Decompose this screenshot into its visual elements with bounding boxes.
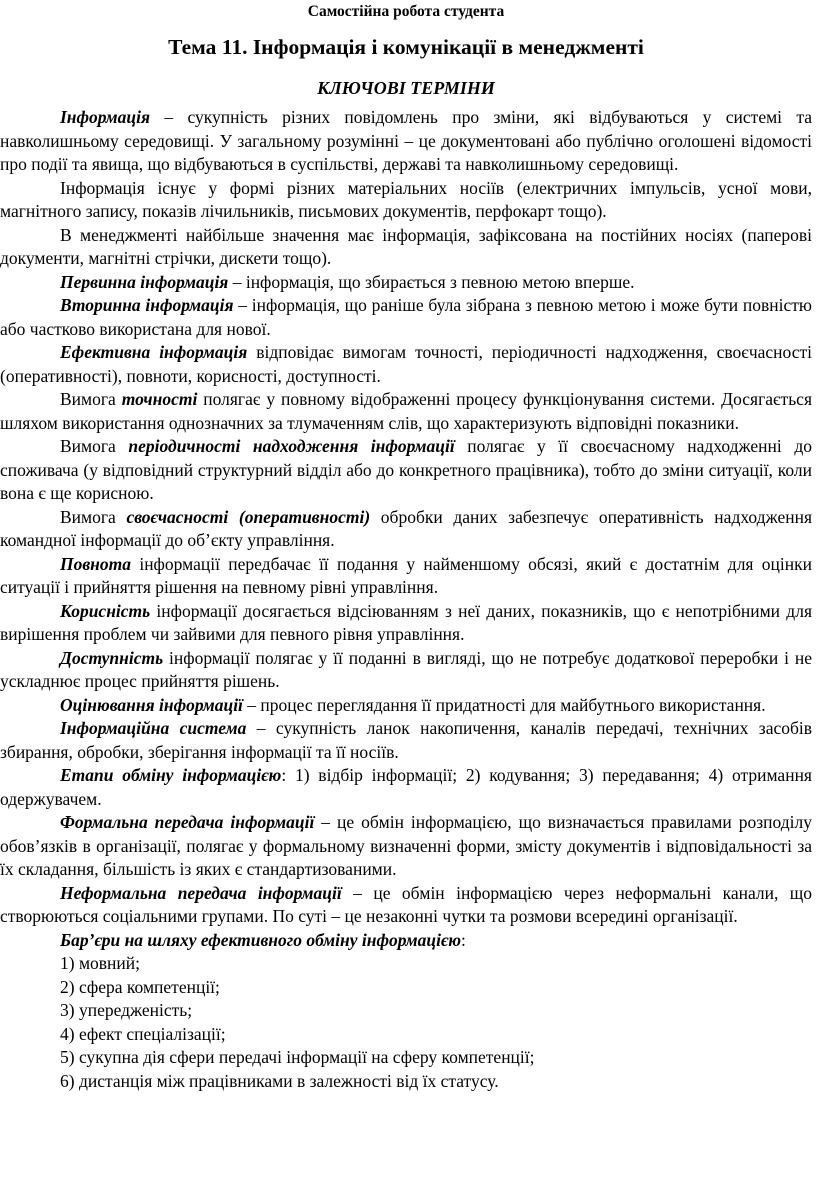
term-definition: відповідає вимогам точності, періодичності надходження, своєчасності (оперативності), повноти, корисності, доступності. [0,342,812,386]
paragraph-text: Вимога [60,436,129,456]
term-paragraph [0,764,812,811]
term-paragraph [0,388,812,435]
term-paragraph [0,271,812,295]
term-paragraph [0,929,812,953]
term-name: Доступність [60,647,164,668]
term-definition: : 1) відбір інформації; 2) кодування; 3) передавання; 4) отримання одержувачем. [0,765,812,809]
term-definition: – сукупність різних повідомлень про зміни, які відбуваються у системі та навколишньому середовищі. У загальному розумінні – це документовані або публічно оголошені відомості про події та явища, що відбуваються в суспільстві, державі та навколишньому середовищі. [0,107,812,174]
term-name: Первинна інформація [60,271,229,292]
barrier-list-item: 5) сукупна дія сфери передачі інформації на сферу компетенції; [60,1047,535,1067]
barrier-list-item: 6) дистанція між працівниками в залежності від їх статусу. [60,1070,499,1091]
terms-content [0,106,812,1093]
barrier-list-item: 2) сфера компетенції; [60,976,220,997]
term-name: Повнота [60,553,132,574]
term-definition: інформації досягається відсіюванням з неї даних, показників, що є непотрібними для вирішення проблем чи зайвими для певного рівня управління. [0,600,812,644]
paragraph-text: Інформація існує у формі різних матеріальних носіїв (електричних імпульсів, усної мови, магнітного запису, показів лічильників, письмових документів, перфокарт тощо). [0,177,812,221]
term-paragraph [0,341,812,388]
term-paragraph [0,294,812,341]
term-name: своєчасності (оперативності) [126,506,371,527]
paragraph-text: Вимога [60,506,127,527]
term-definition: полягає у її своєчасному надходженні до споживача (у відповідний структурний відділ або до конкретного працівника), тобто до зміни ситуації, коли вона є ще корисною. [0,436,813,503]
term-paragraph [0,600,812,647]
term-name: Формальна передача інформації [60,812,315,832]
term-name: Інформація [60,107,151,127]
term-paragraph [0,224,812,271]
term-name: Інформаційна система [60,718,247,738]
term-name: Бар’єри на шляху ефективного обміну інформацією [60,929,461,950]
term-paragraph [0,106,812,177]
term-definition: – інформація, що збирається з певною метою вперше. [228,271,635,292]
term-definition: полягає у повному відображенні процесу функціонування системи. Досягається шляхом використання однозначних за тлумаченням слів, що характеризують відповідні показники. [0,389,812,433]
term-name: Вторинна інформація [60,295,234,315]
term-paragraph [0,811,812,882]
term-paragraph [0,717,812,764]
term-paragraph [0,694,812,718]
document-top-label: Самостійна робота студента [307,3,505,20]
document-title: Тема 11. Інформація і комунікації в менеджменті [168,35,644,59]
term-paragraph [0,647,812,694]
paragraph-text: Вимога [60,389,122,409]
term-definition: – процес переглядання її придатності для майбутнього використання. [242,694,766,715]
term-definition: інформації полягає у її поданні в вигляді, що не потребує додаткової переробки і не ускладнює процес прийняття рішень. [0,647,812,691]
barrier-list-item: 4) ефект спеціалізації; [60,1023,226,1044]
term-name: точності [121,389,198,409]
term-name: Ефективна інформація [60,342,248,362]
term-paragraph [0,882,812,929]
term-name: періодичності надходження інформації [128,436,455,456]
section-heading: КЛЮЧОВІ ТЕРМІНИ [317,78,495,98]
term-name: Неформальна передача інформації [60,882,342,903]
term-definition: : [460,929,466,950]
term-paragraph [0,553,812,600]
term-name: Оцінювання інформації [60,694,243,715]
term-paragraph [0,435,812,506]
term-definition: – це обмін інформацією через неформальні канали, що створюються соціальними групами. По суті – це незаконні чутки та розмови всередині організації. [0,882,812,926]
term-definition: – сукупність ланок накопичення, каналів передачі, технічних засобів збирання, обробки, зберігання інформації та її носіїв. [0,718,813,762]
term-definition: – інформація, що раніше була зібрана з певною метою і може бути повністю або частково використана для нової. [0,295,812,339]
term-definition: обробки даних забезпечує оперативність надходження командної інформації до об’єкту управління. [0,506,812,550]
term-definition: інформації передбачає її подання у найменшому обсязі, який є достатнім для оцінки ситуації і прийняття рішення на певному рівні управління. [0,553,812,597]
term-definition: – це обмін інформацією, що визначається правилами розподілу обов’язків в організації, полягає у формальному визначенні форми, змісту документів і відповідальності за їх складання, більшість із яких є стандартизованими. [0,812,812,879]
term-name: Етапи обміну інформацією [60,765,282,785]
paragraph-text: В менеджменті найбільше значення має інформація, зафіксована на постійних носіях (паперові документи, магнітні стрічки, дискети тощо). [0,224,812,268]
term-name: Корисність [60,600,151,621]
barrier-list-item: 3) упередженість; [60,1000,193,1020]
term-paragraph [0,177,812,224]
term-paragraph [0,506,812,553]
barrier-list-item: 1) мовний; [60,953,140,973]
